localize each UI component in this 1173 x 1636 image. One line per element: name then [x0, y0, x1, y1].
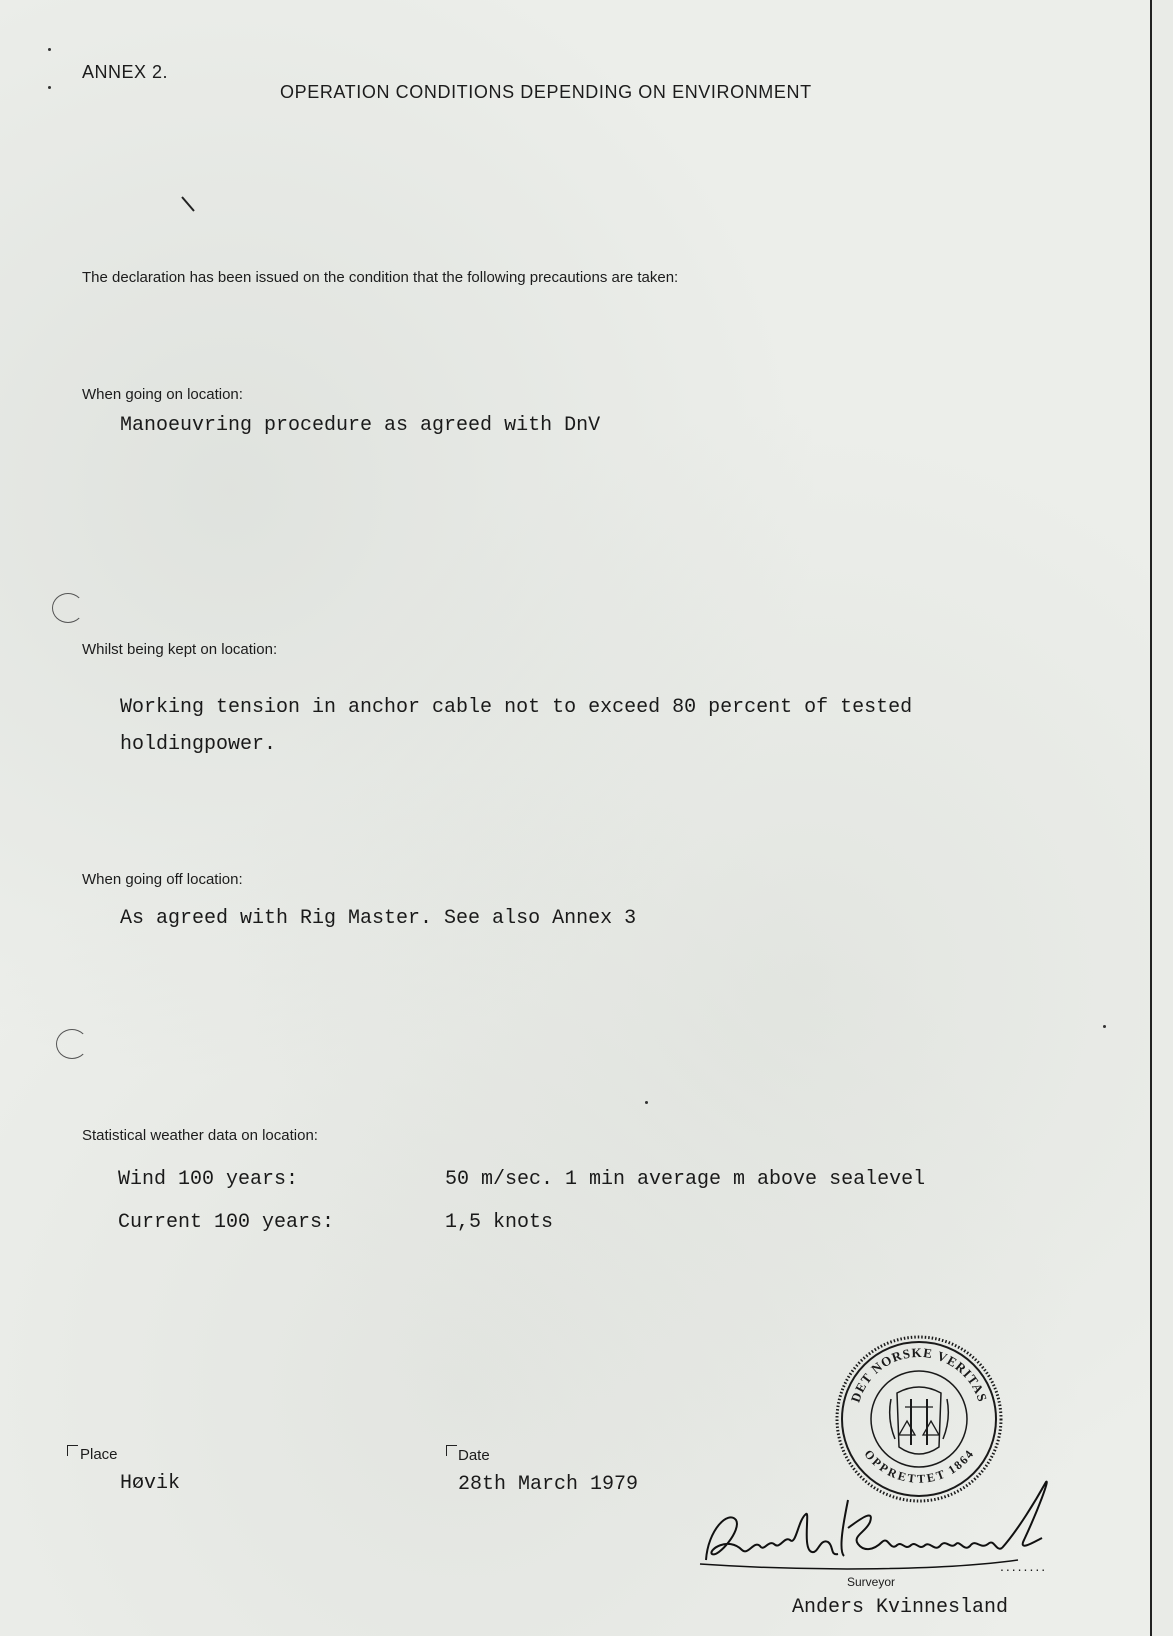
place-value: Høvik: [120, 1472, 181, 1495]
speck: [645, 1101, 648, 1104]
intro-text: The declaration has been issued on the condition that the following precautions are taken:: [82, 269, 679, 286]
surveyor-name: Anders Kvinnesland: [792, 1596, 1009, 1619]
page-edge: [1150, 0, 1152, 1636]
page-title: OPERATION CONDITIONS DEPENDING ON ENVIRONMENT: [280, 82, 812, 102]
punch-hole-icon: [52, 593, 84, 623]
speck: [48, 86, 51, 89]
signature-dotted-line: ........: [1000, 1558, 1048, 1574]
speck: [48, 48, 51, 51]
weather-label: Statistical weather data on location:: [82, 1127, 318, 1144]
company-seal: [835, 1335, 1003, 1503]
date-label: Date: [458, 1447, 490, 1464]
speck: [1103, 1025, 1106, 1028]
surveyor-label: Surveyor: [847, 1575, 896, 1589]
wind-value: 50 m/sec. 1 min average m above sealevel: [445, 1168, 926, 1191]
going-on-text: Manoeuvring procedure as agreed with DnV: [120, 414, 601, 437]
kept-on-line-1: Working tension in anchor cable not to exceed 80 percent of tested: [120, 696, 913, 719]
annex-label: ANNEX 2.: [82, 62, 169, 82]
current-value: 1,5 knots: [445, 1211, 554, 1234]
kept-on-label: Whilst being kept on location:: [82, 641, 278, 658]
wind-label: Wind 100 years:: [118, 1168, 299, 1191]
date-value: 28th March 1979: [458, 1473, 639, 1496]
date-corner-mark: [446, 1445, 457, 1456]
current-label: Current 100 years:: [118, 1211, 335, 1234]
kept-on-line-2: holdingpower.: [120, 733, 277, 756]
punch-hole-icon: [56, 1029, 88, 1059]
place-corner-mark: [67, 1445, 78, 1456]
seal-top-text: DET NORSKE VERITAS: [847, 1344, 991, 1405]
tick-mark-icon: [180, 195, 198, 215]
seal-bottom-text: OPPRETTET 1864: [861, 1446, 977, 1486]
place-label: Place: [80, 1446, 118, 1463]
svg-text:DET NORSKE VERITAS: [848, 1345, 991, 1404]
going-off-text: As agreed with Rig Master. See also Annex 3: [120, 907, 637, 930]
going-on-label: When going on location:: [82, 386, 243, 403]
going-off-label: When going off location:: [82, 871, 243, 888]
